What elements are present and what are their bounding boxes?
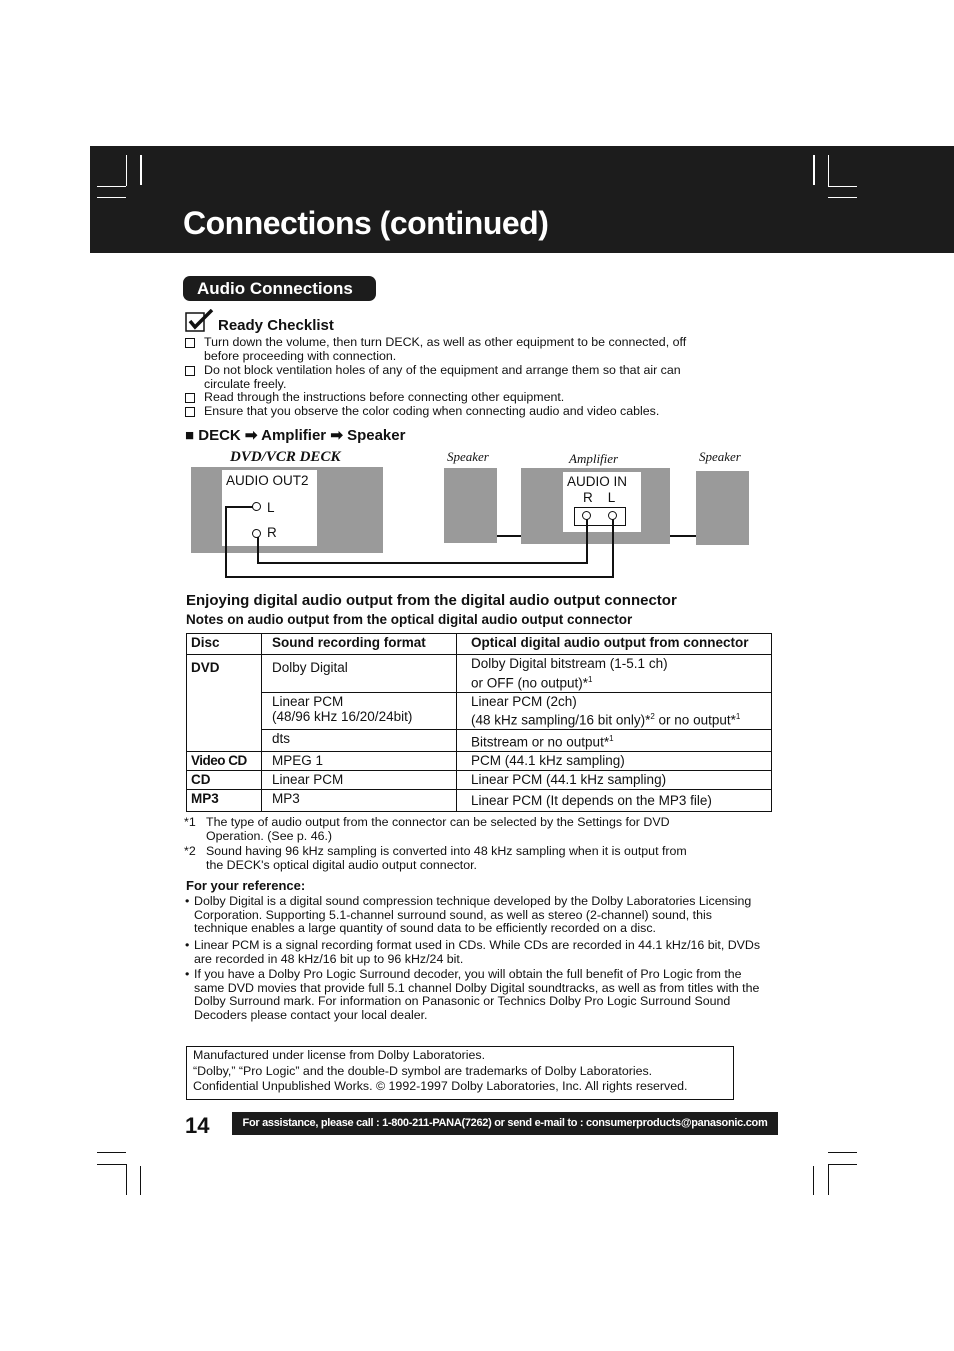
output-cell: Bitstream or no output*$^1$ xyxy=(457,730,772,752)
checkbox[interactable] xyxy=(185,366,195,376)
checkbox[interactable] xyxy=(185,338,195,348)
crop-mark xyxy=(97,1152,126,1153)
checklist-item-text: Turn down the volume, then turn DECK, as well as other equipment to be connected, off before proceeding with connection. xyxy=(204,335,687,363)
format-cell: MPEG 1 xyxy=(262,752,457,771)
table-row xyxy=(187,771,772,790)
footnote: *1 The type of audio output from the connector can be selected by the Settings for DVD Operation. (See p. 46.) xyxy=(184,815,670,843)
crop-mark xyxy=(828,1152,857,1153)
table-row xyxy=(187,790,772,812)
crop-mark xyxy=(828,197,857,198)
checkbox[interactable] xyxy=(185,393,195,403)
speaker-wire xyxy=(497,535,522,537)
speaker-right-label: Speaker xyxy=(699,449,741,464)
crop-mark xyxy=(828,1164,857,1165)
speaker-wire xyxy=(669,535,697,537)
arrow-right-icon: ➡ xyxy=(244,427,258,444)
section-heading: Audio Connections xyxy=(183,276,376,301)
audio-format-table xyxy=(186,633,772,812)
crop-mark xyxy=(140,155,142,185)
cable xyxy=(612,516,614,578)
deck-label: DVD/VCR DECK xyxy=(230,449,341,465)
table-row xyxy=(187,655,772,693)
speaker-left xyxy=(444,468,497,543)
checklist-title: Ready Checklist xyxy=(218,317,334,334)
audio-out-r-jack xyxy=(252,529,261,538)
crop-mark xyxy=(126,155,127,186)
cable xyxy=(225,506,227,578)
crop-mark xyxy=(140,1166,141,1195)
column-header: Disc xyxy=(187,634,262,655)
output-cell: Linear PCM (44.1 kHz sampling) xyxy=(457,771,772,790)
crop-mark xyxy=(813,155,815,185)
reference-heading: For your reference: xyxy=(186,878,306,893)
output-cell: PCM (44.1 kHz sampling) xyxy=(457,752,772,771)
table-row xyxy=(187,692,772,730)
format-cell: MP3 xyxy=(262,790,457,812)
audio-in-l-jack xyxy=(608,511,617,520)
disc-cell: DVD xyxy=(187,655,262,752)
format-cell: Linear PCM (48/96 kHz 16/20/24bit) xyxy=(262,692,457,730)
checklist-item-text: Ensure that you observe the color coding when connecting audio and video cables. xyxy=(204,404,660,418)
checklist-item-text: Do not block ventilation holes of any of the equipment and arrange them so that air can circulate freely. xyxy=(204,363,681,391)
amplifier-label: Amplifier xyxy=(569,451,619,466)
crop-mark xyxy=(97,186,126,187)
notes-heading: Notes on audio output from the optical digital audio output connector xyxy=(186,612,633,627)
column-header: Optical digital audio output from connector xyxy=(457,634,772,655)
crop-mark xyxy=(126,1164,127,1195)
page-number: 14 xyxy=(185,1113,210,1138)
checkmark-icon xyxy=(185,309,215,333)
format-cell: dts xyxy=(262,730,457,752)
disc-cell: Video CD xyxy=(187,752,262,771)
audio-in-r-jack xyxy=(582,511,591,520)
audio-out-l-jack xyxy=(252,502,261,511)
assistance-bar: For assistance, please call : 1-800-211-PANA(7262) or send e-mail to : consumerproducts@panasonic.com xyxy=(232,1112,778,1135)
deck-chain-heading: ■ DECK ➡ Amplifier ➡ Speaker xyxy=(185,427,406,444)
crop-mark xyxy=(97,1164,126,1165)
output-cell: Linear PCM (2ch) (48 kHz sampling/16 bit only)*$^2$ or no output*$^1$ xyxy=(457,692,772,730)
crop-mark xyxy=(828,155,829,186)
crop-mark xyxy=(97,197,126,198)
footnote: *2 Sound having 96 kHz sampling is converted into 48 kHz sampling when it is output from the DECK's optical digital audio output connector. xyxy=(184,844,687,872)
table-row xyxy=(187,730,772,752)
crop-mark xyxy=(828,1164,829,1195)
audio-in-label: AUDIO IN xyxy=(567,474,628,489)
table-header-row xyxy=(187,634,772,655)
checkbox[interactable] xyxy=(185,407,195,417)
crop-mark xyxy=(813,1166,814,1195)
square-icon: ■ xyxy=(185,427,195,444)
cable xyxy=(586,516,588,564)
page-title: Connections (continued) xyxy=(183,205,549,241)
license-notice: Manufactured under license from Dolby Laboratories. “Dolby,” “Pro Logic” and the double-D symbol are trademarks of Dolby Laboratories. Confidential Unpublished Works. © 1992-1997 Dolby Laboratories, Inc. All rights reserved. xyxy=(186,1046,734,1100)
out-l-label: L xyxy=(267,500,275,515)
arrow-right-icon: ➡ xyxy=(330,427,343,444)
speaker-left-label: Speaker xyxy=(447,449,489,464)
column-header: Sound recording format xyxy=(262,634,457,655)
cable xyxy=(225,576,614,578)
table-row xyxy=(187,752,772,771)
format-cell: Linear PCM xyxy=(262,771,457,790)
digital-output-heading: Enjoying digital audio output from the digital audio output connector xyxy=(186,592,677,609)
output-cell: Dolby Digital bitstream (1-5.1 ch) or OFF (no output)*$^1$ xyxy=(457,655,772,693)
in-rl-label: R L xyxy=(583,490,616,505)
disc-cell: MP3 xyxy=(187,790,262,812)
audio-out-label: AUDIO OUT2 xyxy=(226,473,309,488)
format-cell: Dolby Digital xyxy=(262,655,457,693)
out-r-label: R xyxy=(267,525,277,540)
checklist-item-text: Read through the instructions before connecting other equipment. xyxy=(204,390,565,404)
disc-cell: CD xyxy=(187,771,262,790)
crop-mark xyxy=(828,186,857,187)
speaker-right xyxy=(696,471,749,545)
output-cell: Linear PCM (It depends on the MP3 file) xyxy=(457,790,772,812)
cable xyxy=(257,562,588,564)
